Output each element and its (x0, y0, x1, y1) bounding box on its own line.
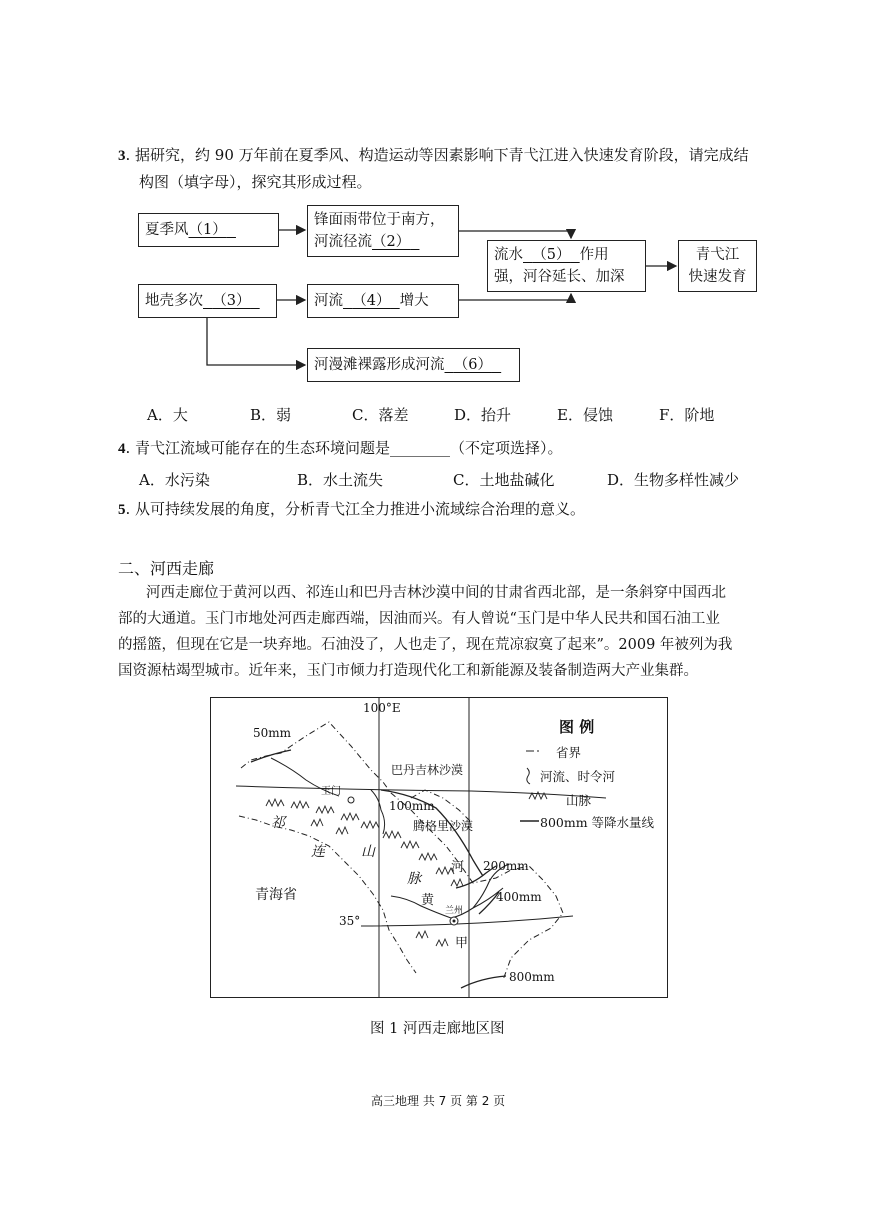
blank-6[interactable]: （6） (453, 357, 492, 373)
map-label-gan: 甲 (455, 936, 469, 951)
arrow-river4-to-flow (459, 294, 571, 300)
q4-option-c: C．土地盐碱化 (453, 471, 555, 489)
arrow-crust-to-floodplain (207, 318, 305, 365)
map-label-200mm: 200mm (483, 859, 529, 873)
map-label-huang: 黄 (421, 893, 435, 908)
section2-para-line3: 的摇篮，但现在它是一块弃地。石油没了，人也走了，现在荒凉寂寞了起来”。2009 年被列为我 (118, 637, 733, 653)
hexi-corridor-map (210, 697, 668, 998)
q3-option-e: E．侵蚀 (557, 406, 613, 424)
map-label-badain: 巴丹吉林沙漠 (391, 763, 464, 777)
q4-line (118, 437, 563, 460)
legend-item-boundary: 省界 (556, 745, 582, 760)
map-label-400mm: 400mm (496, 890, 542, 904)
box-summer-wind-label: 夏季风 (145, 222, 189, 238)
q3-text-line2: 构图（填字母），探究其形成过程。 (139, 173, 372, 191)
legend-symbols (520, 751, 547, 821)
section2-para-line4: 国资源枯竭型城市。近年来，玉门市倾力打造现代化工和新能源及装备制造两大产业集群。 (118, 663, 698, 679)
box-flow5-line2: 强，河谷延长、加深 (494, 269, 625, 285)
q3-number: 3 (118, 148, 126, 164)
q5-text: . 从可持续发展的角度，分析青弋江全力推进小流域综合治理的意义。 (125, 500, 586, 518)
box-front-rain-line2-label: 河流径流 (314, 234, 372, 250)
blank-3[interactable]: （3） (212, 293, 251, 309)
box-crust-label: 地壳多次 (145, 293, 203, 309)
q3-text-line1: . 据研究，约 90 万年前在夏季风、构造运动等因素影响下青弋江进入快速发育阶段，请完成结 (125, 146, 749, 164)
box-flow5-label: 流水 (494, 247, 523, 263)
map-label-yumen: 玉门 (321, 786, 341, 797)
map-label-50mm: 50mm (253, 726, 292, 740)
q4-text: . 青弋江流域可能存在的生态环境问题是________（不定项选择）。 (125, 439, 563, 457)
map-label-shan: 山 (361, 844, 375, 860)
blank-5[interactable]: （5） (532, 247, 571, 263)
map-label-100e: 100°E (363, 701, 401, 715)
legend-mountain-symbol (529, 792, 547, 799)
parallel-35 (361, 916, 573, 926)
city-yumen-marker (348, 797, 354, 803)
page-footer: 高三地理 共 7 页 第 2 页 (371, 1094, 506, 1108)
box-result-line2: 快速发育 (688, 269, 747, 285)
section2-heading: 二、河西走廊 (118, 559, 215, 578)
map-label-tengger: 腾格里沙漠 (413, 819, 474, 833)
box-river4-suffix: 增大 (399, 293, 429, 309)
legend-item-river: 河流、时令河 (540, 769, 616, 784)
box-river4-label: 河流 (314, 293, 343, 309)
arrow-rain-to-flow (459, 231, 571, 238)
box-flow5-suffix: 作用 (579, 247, 609, 263)
map-label-100mm: 100mm (389, 799, 435, 813)
map-label-qi: 祁 (271, 815, 285, 831)
blank-1[interactable]: （1） (188, 222, 227, 238)
q3-option-f: F．阶地 (659, 406, 715, 424)
blank-4[interactable]: （4） (352, 293, 391, 309)
box-floodplain-label: 河漫滩裸露形成河流 (314, 357, 445, 373)
box-front-rain-line1: 锋面雨带位于南方， (314, 212, 445, 228)
section2-para-line2: 部的大通道。玉门市地处河西走廊西端，因油而兴。有人曾说“玉门是中华人民共和国石油工业 (118, 611, 720, 627)
figure-caption: 图 1 河西走廊地区图 (370, 1021, 505, 1037)
q5-line (118, 498, 585, 521)
q4-option-b: B．水土流失 (297, 471, 384, 489)
q4-option-a: A．水污染 (139, 471, 210, 489)
q4-number: 4 (118, 441, 126, 457)
box-result-line1: 青弋江 (695, 247, 740, 263)
legend-item-mountain: 山脉 (566, 793, 592, 808)
q3-option-c: C．落差 (352, 406, 409, 424)
map-label-lanzhou: 兰州 (445, 906, 464, 916)
map-label-lian: 连 (311, 844, 325, 860)
section2-para-line1: 河西走廊位于黄河以西、祁连山和巴丹吉林沙漠中间的甘肃省西北部，是一条斜穿中国西北 (146, 585, 726, 601)
q3-option-d: D．抬升 (454, 406, 512, 424)
map-label-800mm: 800mm (509, 970, 555, 984)
city-lanzhou-dot (453, 920, 456, 923)
q4-option-d: D．生物多样性减少 (607, 471, 740, 489)
blank-2[interactable]: （2） (372, 234, 411, 250)
isoline-50mm (251, 750, 291, 762)
map-label-he: 河 (451, 860, 465, 875)
q3-option-a: A．大 (147, 406, 188, 424)
flow-arrows (0, 0, 870, 420)
q5-number: 5 (118, 502, 126, 518)
isoline-800mm (461, 976, 506, 988)
legend-title: 图 例 (559, 718, 595, 736)
q3-option-b: B．弱 (250, 406, 292, 424)
map-graphics (211, 698, 667, 997)
legend-item-isoline: 800mm 等降水量线 (540, 815, 655, 830)
map-label-mai: 脉 (407, 871, 421, 887)
parallel-north (236, 786, 606, 798)
legend-river-symbol (527, 768, 530, 784)
map-label-35: 35° (339, 914, 361, 928)
map-label-qinghai: 青海省 (255, 887, 297, 903)
